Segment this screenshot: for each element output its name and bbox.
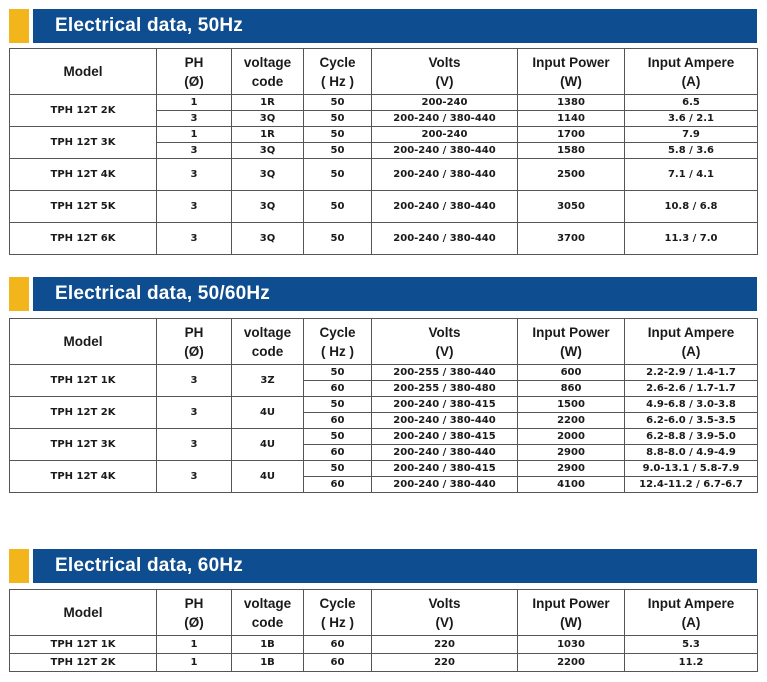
model-cell: TPH 12T 3K [10, 429, 157, 461]
code-cell: 3Q [232, 191, 304, 223]
code-cell: 3Z [232, 365, 304, 397]
power-cell: 4100 [518, 477, 625, 493]
volts-cell: 200-240 / 380-440 [372, 445, 518, 461]
power-cell: 1580 [518, 143, 625, 159]
header-accent-block [9, 277, 29, 311]
section-title: Electrical data, 50/60Hz [55, 283, 270, 304]
col-header-volts: Volts (V) [372, 319, 518, 365]
model-cell: TPH 12T 2K [10, 654, 157, 672]
amp-cell: 6.2-6.0 / 3.5-3.5 [625, 413, 758, 429]
volts-cell: 200-240 / 380-440 [372, 159, 518, 191]
col-header-voltage-code: voltage code [232, 49, 304, 95]
col-header-cycle: Cycle ( Hz ) [304, 49, 372, 95]
model-cell: TPH 12T 4K [10, 159, 157, 191]
ph-cell: 3 [157, 111, 232, 127]
table-row [10, 365, 758, 381]
header-accent-block [9, 9, 29, 43]
col-header-cycle: Cycle ( Hz ) [304, 590, 372, 636]
cycle-cell: 60 [304, 381, 372, 397]
col-header-ph: PH (Ø) [157, 590, 232, 636]
electrical-table-60hz [9, 589, 758, 672]
ph-cell: 3 [157, 461, 232, 493]
table-row [10, 429, 758, 445]
table-row [10, 223, 758, 255]
volts-cell: 200-255 / 380-440 [372, 365, 518, 381]
col-header-voltage-code: voltage code [232, 319, 304, 365]
code-cell: 3Q [232, 111, 304, 127]
ph-cell: 1 [157, 636, 232, 654]
table-row [10, 191, 758, 223]
table-header-row [10, 319, 758, 365]
cycle-cell: 50 [304, 461, 372, 477]
amp-cell: 3.6 / 2.1 [625, 111, 758, 127]
power-cell: 2500 [518, 159, 625, 191]
ph-cell: 3 [157, 429, 232, 461]
table-row [10, 461, 758, 477]
section-title: Electrical data, 50Hz [55, 15, 243, 36]
model-cell: TPH 12T 5K [10, 191, 157, 223]
power-cell: 1500 [518, 397, 625, 413]
amp-cell: 9.0-13.1 / 5.8-7.9 [625, 461, 758, 477]
col-header-volts: Volts (V) [372, 49, 518, 95]
amp-cell: 6.2-8.8 / 3.9-5.0 [625, 429, 758, 445]
volts-cell: 200-240 / 380-440 [372, 111, 518, 127]
col-header-volts: Volts (V) [372, 590, 518, 636]
col-header-input-power: Input Power (W) [518, 319, 625, 365]
volts-cell: 200-240 [372, 127, 518, 143]
cycle-cell: 50 [304, 365, 372, 381]
ph-cell: 3 [157, 365, 232, 397]
volts-cell: 200-240 / 380-415 [372, 429, 518, 445]
amp-cell: 5.8 / 3.6 [625, 143, 758, 159]
col-header-input-ampere: Input Ampere (A) [625, 49, 758, 95]
code-cell: 3Q [232, 143, 304, 159]
table-header-row [10, 49, 758, 95]
cycle-cell: 60 [304, 413, 372, 429]
col-header-input-ampere: Input Ampere (A) [625, 590, 758, 636]
ph-cell: 1 [157, 127, 232, 143]
model-cell: TPH 12T 3K [10, 127, 157, 159]
section-header-60hz [9, 549, 757, 583]
amp-cell: 7.1 / 4.1 [625, 159, 758, 191]
model-cell: TPH 12T 1K [10, 636, 157, 654]
ph-cell: 1 [157, 95, 232, 111]
code-cell: 1R [232, 127, 304, 143]
code-cell: 4U [232, 461, 304, 493]
volts-cell: 220 [372, 654, 518, 672]
ph-cell: 3 [157, 223, 232, 255]
power-cell: 2200 [518, 413, 625, 429]
table-row [10, 397, 758, 413]
power-cell: 2900 [518, 461, 625, 477]
amp-cell: 11.3 / 7.0 [625, 223, 758, 255]
model-cell: TPH 12T 4K [10, 461, 157, 493]
table-row [10, 159, 758, 191]
amp-cell: 8.8-8.0 / 4.9-4.9 [625, 445, 758, 461]
cycle-cell: 50 [304, 397, 372, 413]
amp-cell: 2.2-2.9 / 1.4-1.7 [625, 365, 758, 381]
power-cell: 2000 [518, 429, 625, 445]
section-header-50-60hz [9, 277, 757, 311]
amp-cell: 11.2 [625, 654, 758, 672]
model-cell: TPH 12T 1K [10, 365, 157, 397]
power-cell: 860 [518, 381, 625, 397]
power-cell: 3050 [518, 191, 625, 223]
amp-cell: 12.4-11.2 / 6.7-6.7 [625, 477, 758, 493]
model-cell: TPH 12T 2K [10, 95, 157, 127]
volts-cell: 220 [372, 636, 518, 654]
col-header-model: Model [10, 590, 157, 636]
amp-cell: 2.6-2.6 / 1.7-1.7 [625, 381, 758, 397]
electrical-table-50-60hz [9, 318, 758, 493]
amp-cell: 7.9 [625, 127, 758, 143]
code-cell: 1B [232, 654, 304, 672]
code-cell: 4U [232, 429, 304, 461]
volts-cell: 200-240 / 380-415 [372, 461, 518, 477]
ph-cell: 3 [157, 191, 232, 223]
code-cell: 3Q [232, 223, 304, 255]
col-header-voltage-code: voltage code [232, 590, 304, 636]
code-cell: 4U [232, 397, 304, 429]
cycle-cell: 50 [304, 223, 372, 255]
table-row [10, 127, 758, 143]
power-cell: 1700 [518, 127, 625, 143]
col-header-ph: PH (Ø) [157, 319, 232, 365]
volts-cell: 200-240 / 380-440 [372, 143, 518, 159]
cycle-cell: 50 [304, 429, 372, 445]
table-row [10, 654, 758, 672]
col-header-input-power: Input Power (W) [518, 49, 625, 95]
cycle-cell: 60 [304, 636, 372, 654]
power-cell: 600 [518, 365, 625, 381]
volts-cell: 200-240 [372, 95, 518, 111]
cycle-cell: 50 [304, 191, 372, 223]
cycle-cell: 50 [304, 111, 372, 127]
electrical-table-50hz [9, 48, 758, 255]
power-cell: 2200 [518, 654, 625, 672]
col-header-input-power: Input Power (W) [518, 590, 625, 636]
amp-cell: 5.3 [625, 636, 758, 654]
power-cell: 1380 [518, 95, 625, 111]
cycle-cell: 50 [304, 127, 372, 143]
section-header-50hz [9, 9, 757, 43]
cycle-cell: 50 [304, 143, 372, 159]
header-accent-block [9, 549, 29, 583]
table-row [10, 636, 758, 654]
col-header-input-ampere: Input Ampere (A) [625, 319, 758, 365]
code-cell: 3Q [232, 159, 304, 191]
volts-cell: 200-240 / 380-440 [372, 413, 518, 429]
power-cell: 2900 [518, 445, 625, 461]
col-header-cycle: Cycle ( Hz ) [304, 319, 372, 365]
power-cell: 3700 [518, 223, 625, 255]
cycle-cell: 50 [304, 95, 372, 111]
power-cell: 1030 [518, 636, 625, 654]
volts-cell: 200-240 / 380-415 [372, 397, 518, 413]
section-title: Electrical data, 60Hz [55, 555, 243, 576]
code-cell: 1R [232, 95, 304, 111]
volts-cell: 200-240 / 380-440 [372, 223, 518, 255]
amp-cell: 4.9-6.8 / 3.0-3.8 [625, 397, 758, 413]
col-header-model: Model [10, 49, 157, 95]
ph-cell: 3 [157, 397, 232, 429]
ph-cell: 3 [157, 143, 232, 159]
amp-cell: 6.5 [625, 95, 758, 111]
volts-cell: 200-240 / 380-440 [372, 477, 518, 493]
cycle-cell: 60 [304, 654, 372, 672]
ph-cell: 3 [157, 159, 232, 191]
amp-cell: 10.8 / 6.8 [625, 191, 758, 223]
code-cell: 1B [232, 636, 304, 654]
cycle-cell: 60 [304, 477, 372, 493]
table-row [10, 95, 758, 111]
col-header-model: Model [10, 319, 157, 365]
volts-cell: 200-240 / 380-440 [372, 191, 518, 223]
volts-cell: 200-255 / 380-480 [372, 381, 518, 397]
cycle-cell: 60 [304, 445, 372, 461]
power-cell: 1140 [518, 111, 625, 127]
col-header-ph: PH (Ø) [157, 49, 232, 95]
cycle-cell: 50 [304, 159, 372, 191]
model-cell: TPH 12T 2K [10, 397, 157, 429]
model-cell: TPH 12T 6K [10, 223, 157, 255]
table-header-row [10, 590, 758, 636]
ph-cell: 1 [157, 654, 232, 672]
